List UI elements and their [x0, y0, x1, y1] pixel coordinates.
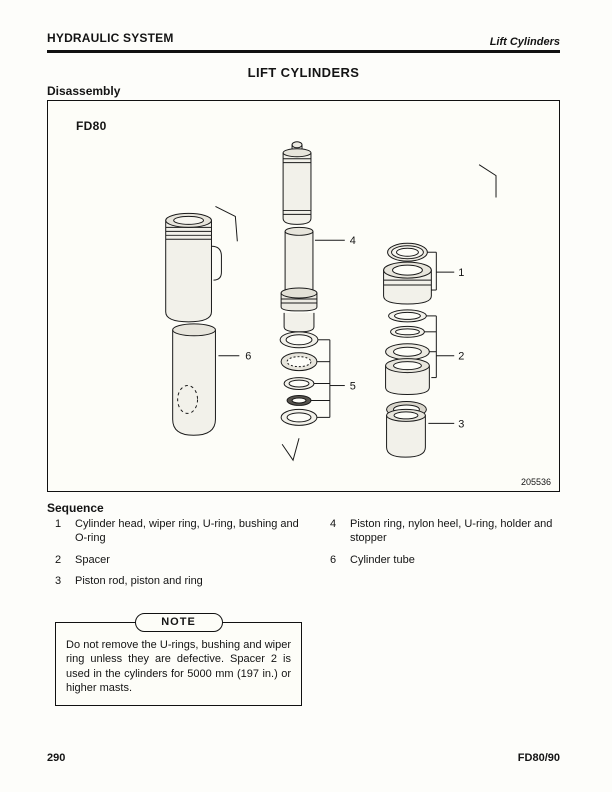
figure-number: 205536	[520, 477, 551, 487]
sequence-item-text: Spacer	[75, 553, 110, 566]
page-header-section: HYDRAULIC SYSTEM	[47, 31, 174, 45]
sequence-item-number: 4	[330, 518, 337, 530]
sequence-item-number: 6	[330, 553, 337, 566]
piston-group	[387, 401, 427, 457]
sequence-item	[55, 575, 307, 589]
sequence-item	[330, 554, 562, 568]
sequence-item-text: Cylinder tube	[350, 553, 415, 566]
sequence-heading: Sequence	[47, 501, 104, 515]
ring-stack	[280, 332, 318, 426]
sequence-item-number: 2	[55, 553, 62, 566]
sequence-item-text: Cylinder head, wiper ring, U-ring, bushing and O-ring	[75, 518, 299, 544]
sequence-item	[55, 554, 307, 568]
page-header-topic: Lift Cylinders	[489, 36, 560, 48]
footer-model: FD80/90	[517, 752, 560, 764]
sequence-column-left	[55, 518, 307, 597]
tube-clip	[211, 246, 221, 280]
piston-rod-head	[283, 142, 311, 225]
section-subtitle: Disassembly	[47, 84, 121, 98]
callout-5: 5	[349, 380, 356, 393]
spacer-group	[386, 310, 430, 395]
note-text: Do not remove the U-rings, bushing and wiper ring unless they are defective. Spacer 2 is used in the cylinders for 5000 mm (197 in.) or higher masts.	[66, 639, 291, 694]
header-rule	[47, 50, 560, 53]
sequence-column-right	[330, 518, 562, 575]
callout-3: 3	[458, 418, 465, 431]
witness-line	[215, 206, 237, 241]
sequence-item	[330, 518, 562, 546]
sequence-item	[55, 518, 307, 546]
callout-2: 2	[458, 350, 465, 363]
note-label: NOTE	[135, 613, 223, 632]
witness-line	[479, 165, 496, 198]
note-box	[55, 616, 302, 706]
page-number: 290	[47, 752, 66, 764]
sequence-item-number: 1	[55, 518, 62, 530]
cylinder-tube-upper	[166, 213, 222, 321]
sequence-item-text: Piston rod, piston and ring	[75, 575, 203, 588]
callout-1: 1	[458, 267, 465, 280]
cylinder-tube-lower	[173, 324, 216, 435]
exploded-view-diagram	[48, 101, 559, 491]
figure-model-label: FD80	[76, 119, 107, 133]
callout-6: 6	[245, 350, 252, 363]
callout-4: 4	[349, 235, 356, 248]
cylinder-head-group	[384, 243, 432, 304]
witness-line	[282, 438, 299, 460]
piston-rod	[281, 227, 317, 331]
bracket-5	[311, 340, 345, 418]
sequence-item-number: 3	[55, 575, 62, 588]
sequence-item-text: Piston ring, nylon heel, U-ring, holder and stopper	[350, 518, 553, 544]
figure-box	[47, 100, 560, 492]
page-title: LIFT CYLINDERS	[247, 65, 360, 80]
